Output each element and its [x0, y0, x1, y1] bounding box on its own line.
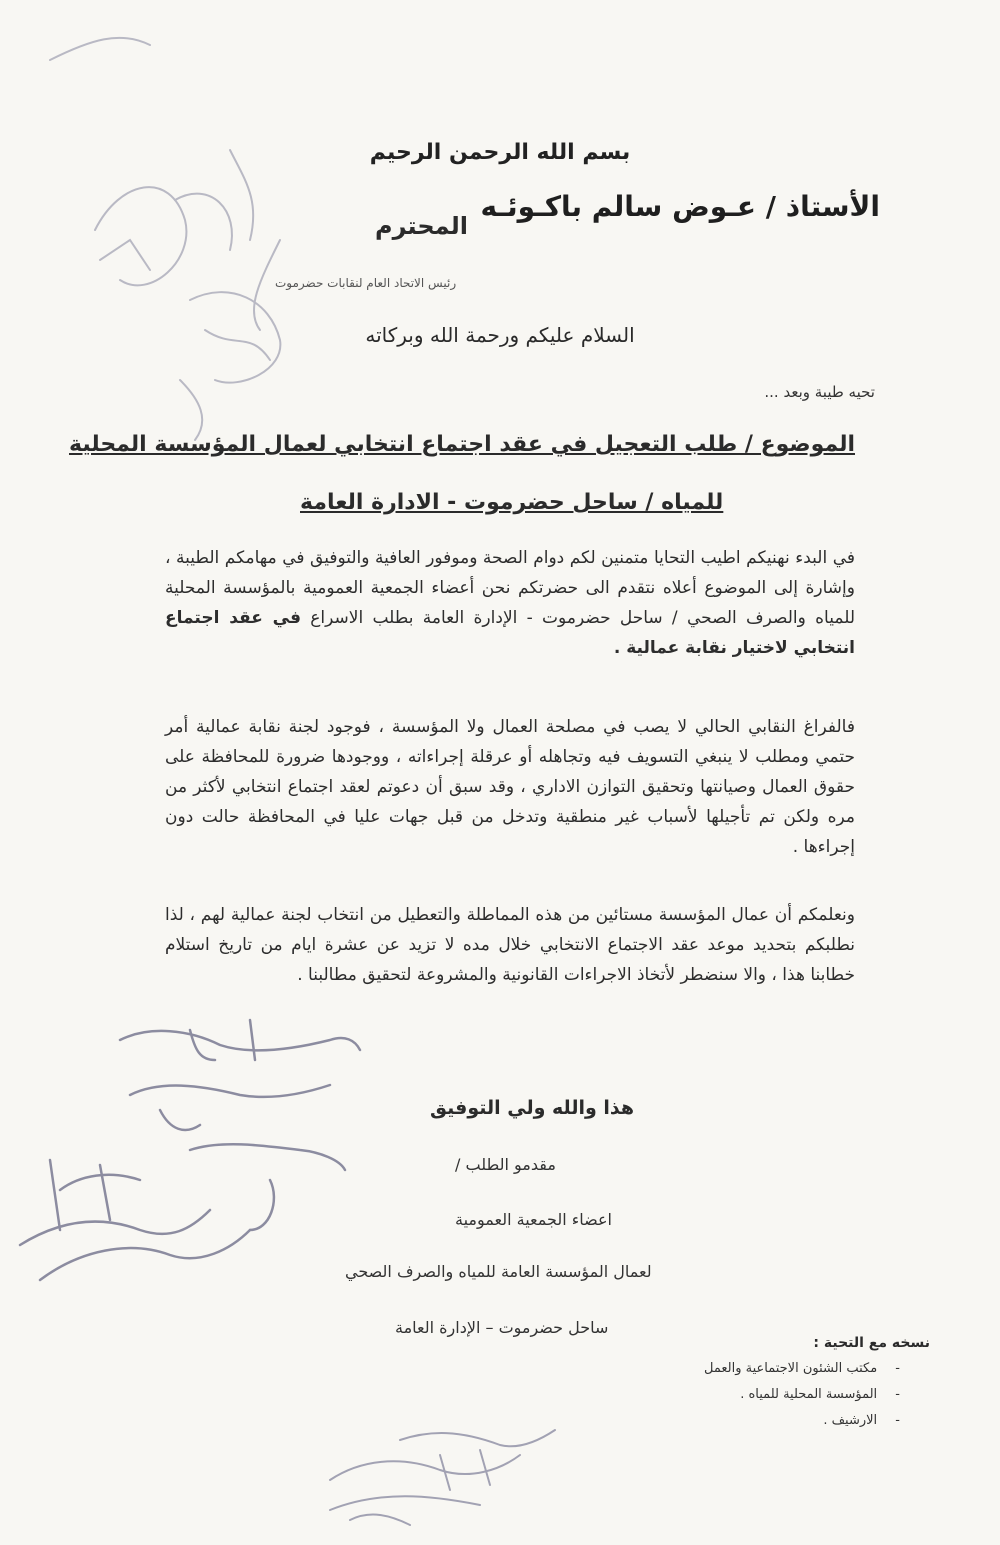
paragraph-body: فالفراغ النقابي الحالي لا يصب في مصلحة العمال ولا المؤسسة ، فوجود لجنة نقابة عمالية أمر حتمي ومطلب لا ينبغي التسويف فيه وتجاهله أو عرقلة إجراءاته ، ووجودها ضرورة للمحافظة على حقوق العمال وصيانتها وتحقيق التوازن الاداري ، وقد سبق أن دعوتم لعقد اجتماع انتخابي لأكثر من مره ولكن تم تأجيلها لأسباب غير منطقية وتدخل من قبل جهات عليا في المحافظة حالت دون إجراءها .: [165, 717, 855, 857]
bottom-signature-handwriting: [330, 1430, 555, 1525]
recipient-title: رئيس الاتحاد العام لنقابات حضرموت: [275, 276, 457, 290]
cc-title: نسخه مع التحية :: [813, 1335, 930, 1351]
cc-list: [704, 1356, 900, 1434]
signer-label: مقدمو الطلب /: [455, 1155, 556, 1174]
signer-branch: ساحل حضرموت – الإدارة العامة: [395, 1318, 609, 1337]
paragraph-intro-text: في البدء نهنيكم اطيب التحايا متمنين لكم دوام الصحة وموفور العافية والتوفيق في مهامكم الطيبة ، وإشارة إلى الموضوع أعلاه نتقدم الى حضرتكم نحن أعضاء الجمعية العمومية بالمؤسسة المحلية للمياه والصرف الصحي / ساحل حضرموت - الإدارة العامة بطلب الاسراع: [165, 548, 855, 628]
honorific: المحترم: [375, 212, 468, 240]
closing: هذا والله ولي التوفيق: [430, 1097, 635, 1119]
greeting-short: تحيه طيبة وبعد ...: [764, 383, 875, 401]
paragraph-request: ونعلمكم أن عمال المؤسسة مستائين من هذه المماطلة والتعطيل من انتخاب لجنة عمالية لهم ، لذا نطلبكم بتحديد موعد عقد الاجتماع الانتخابي خلال مده لا تزيد عن عشرة ايام من تاريخ استلام خطابنا هذا ، والا سنضطر لأتخاذ الاجراءات القانونية والمشروعة لتحقيق مطالبنا .: [165, 905, 855, 985]
received-note-handwriting: [20, 1020, 360, 1280]
greeting: السلام عليكم ورحمة الله وبركاته: [365, 323, 635, 347]
paragraph-intro-bold: في عقد اجتماع انتخابي لاختيار نقابة عمالية .: [165, 608, 855, 658]
signer-group: اعضاء الجمعية العمومية: [455, 1210, 612, 1229]
recipient-name: الأستاذ / عـوض سالم باكـوئـه: [480, 190, 880, 223]
subject-line: الموضوع / طلب التعجيل في عقد اجتماع انتخابي لعمال المؤسسة المحلية: [69, 432, 855, 457]
paragraph-intro: [165, 543, 855, 663]
cc-item: - المؤسسة المحلية للمياه .: [704, 1382, 900, 1408]
signer-org: لعمال المؤسسة العامة للمياه والصرف الصحي: [345, 1262, 652, 1281]
cc-item: - مكتب الشئون الاجتماعية والعمل: [704, 1356, 900, 1382]
margin-scribble: [50, 38, 280, 440]
subject-line-continued: للمياه / ساحل حضرموت - الادارة العامة: [300, 490, 724, 515]
basmala: بسم الله الرحمن الرحيم: [369, 140, 631, 165]
cc-item: - الارشيف .: [704, 1408, 900, 1434]
